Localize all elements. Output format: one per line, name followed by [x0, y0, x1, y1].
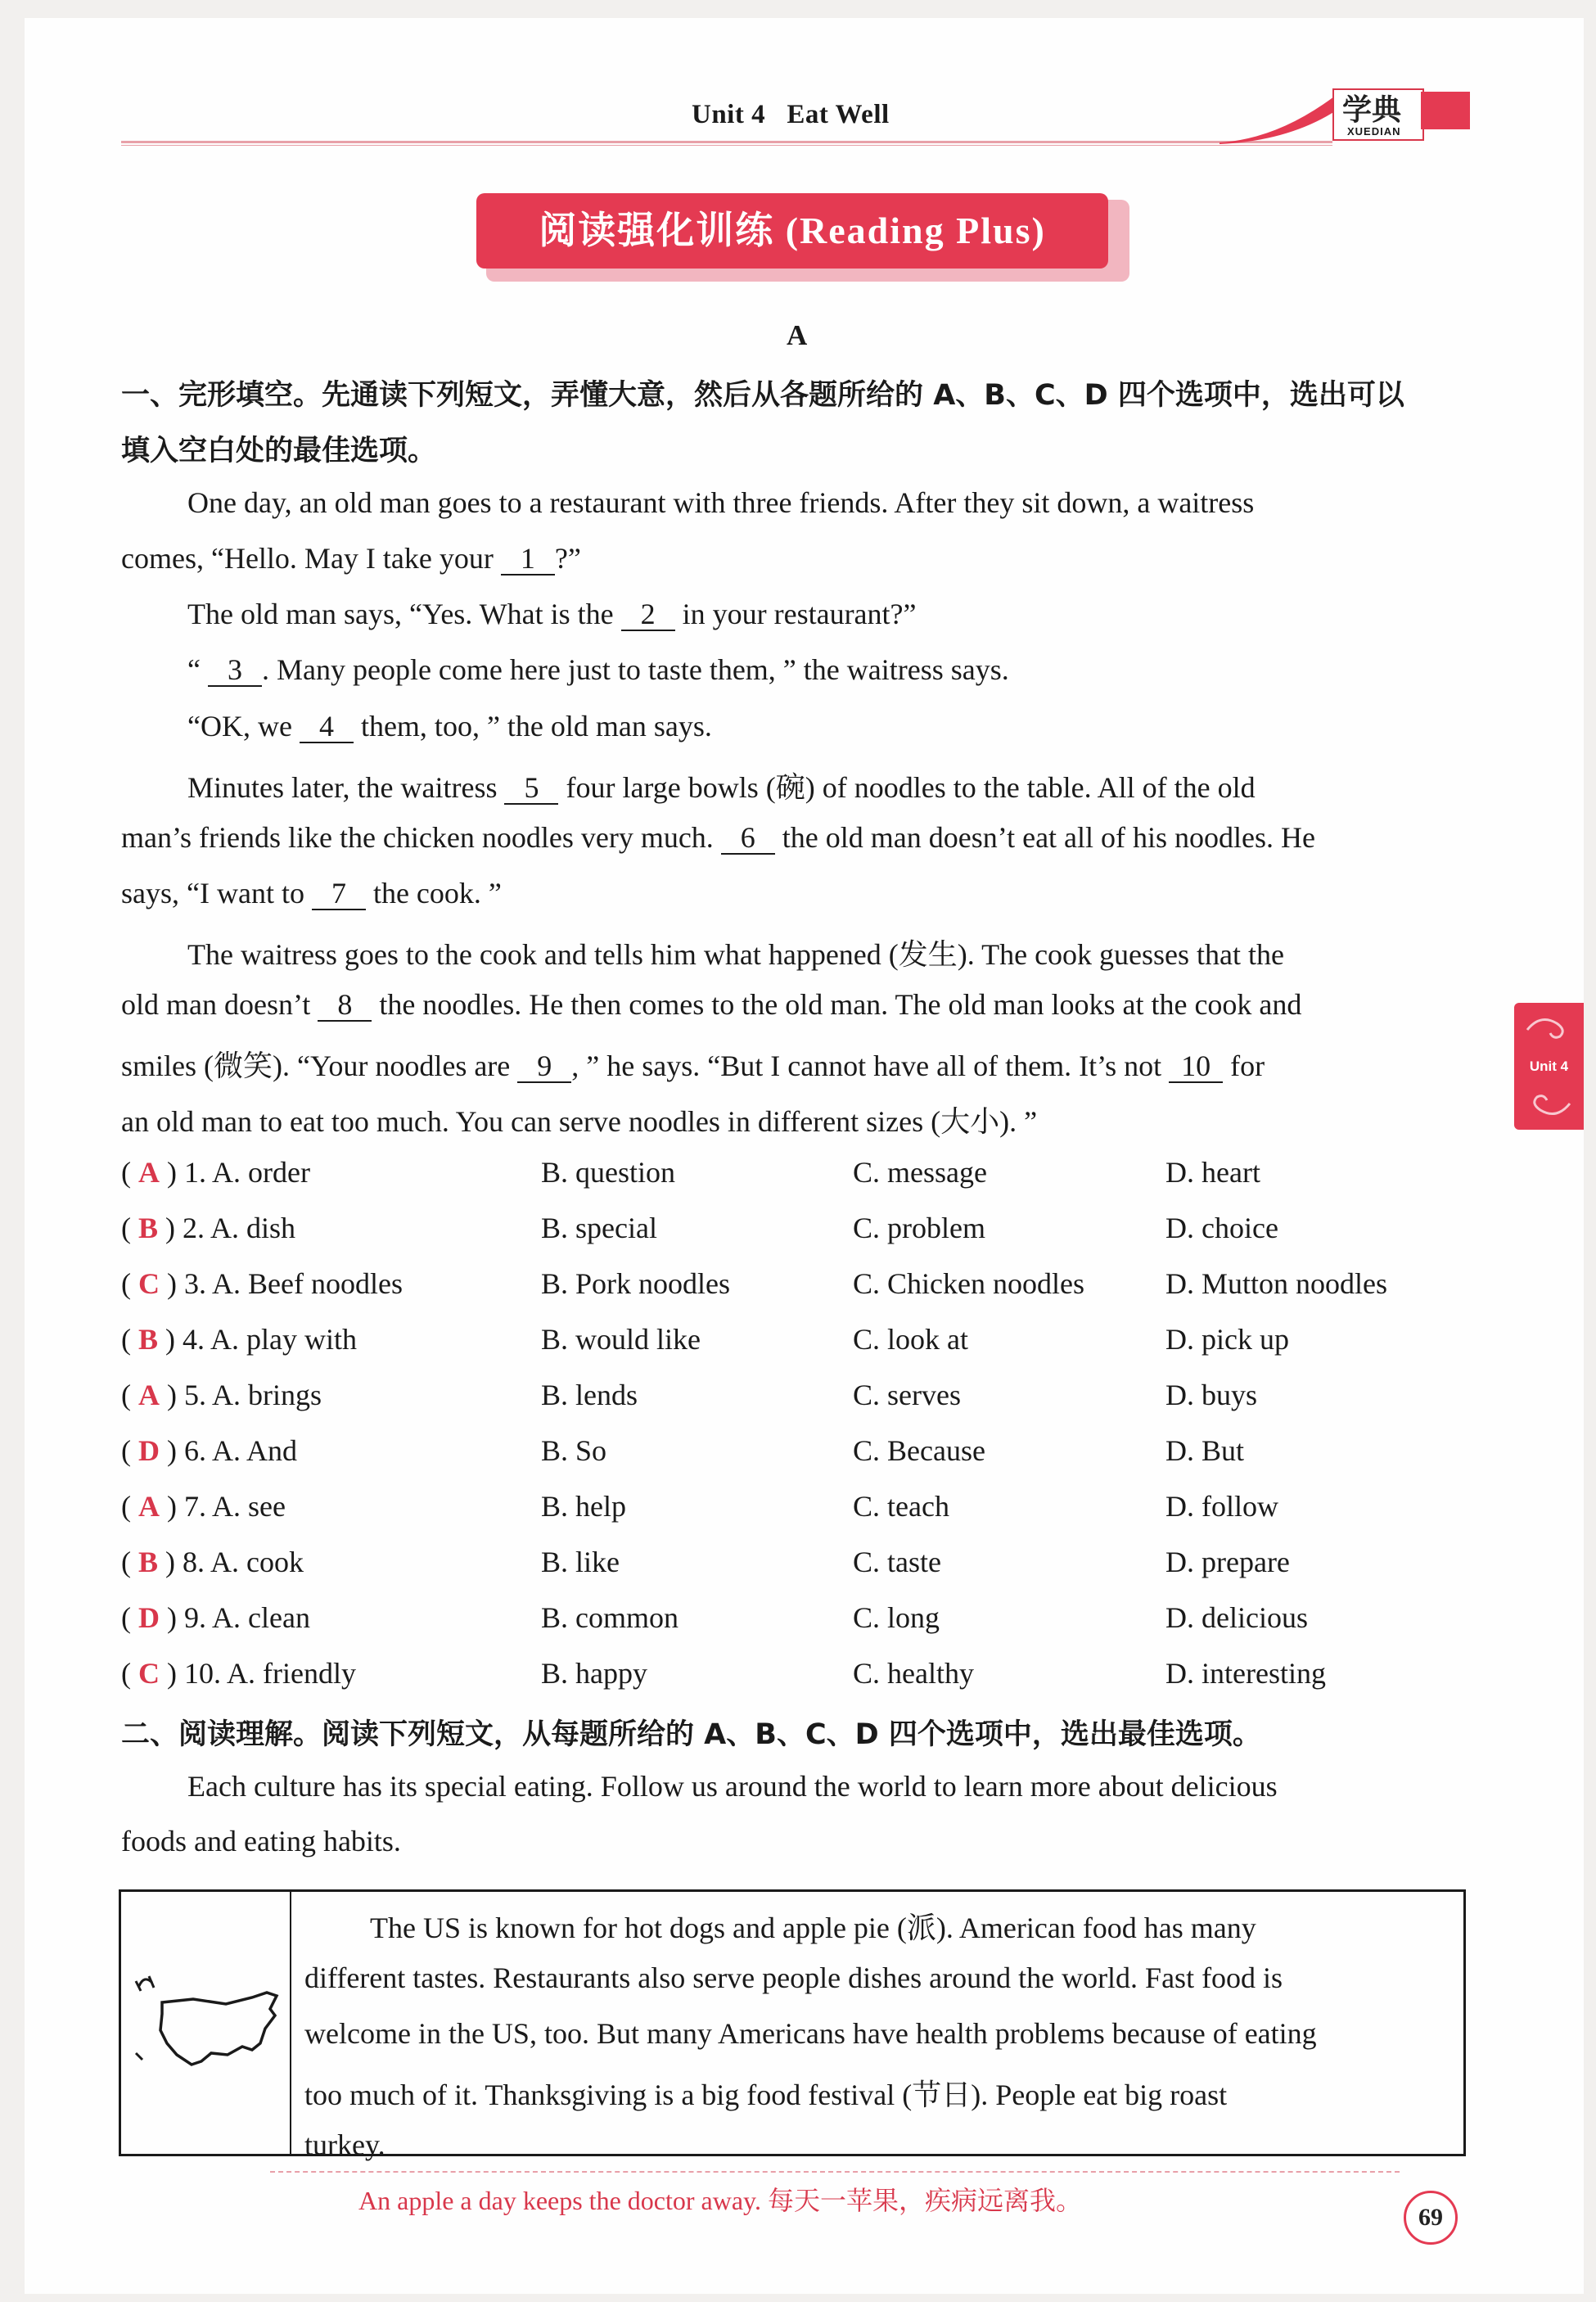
side-tab-label: Unit 4: [1529, 1058, 1569, 1074]
question-row: ( B ) 8. A. cook: [121, 1546, 304, 1578]
option-b[interactable]: B. help: [541, 1490, 626, 1523]
option-b[interactable]: B. happy: [541, 1657, 647, 1690]
answer-mark: B: [138, 1546, 159, 1578]
answer-mark: D: [138, 1434, 160, 1467]
banner-title: 阅读强化训练 (Reading Plus): [539, 210, 1046, 251]
option-b[interactable]: B. common: [541, 1601, 679, 1634]
section-letter: A: [787, 319, 808, 351]
option-b[interactable]: B. special: [541, 1212, 657, 1244]
passage-line: “OK, we 4 them, too, ” the old man says.: [187, 710, 712, 743]
question-row: ( A ) 7. A. see: [121, 1490, 286, 1523]
passage-line: Minutes later, the waitress 5 four large bowls (碗) of noodles to the table. All of the old: [187, 771, 1256, 804]
blank-7[interactable]: 7: [312, 878, 366, 910]
question-row: ( B ) 2. A. dish: [121, 1212, 296, 1244]
passage-line: The old man says, “Yes. What is the 2 in your restaurant?”: [187, 598, 917, 630]
option-b[interactable]: B. like: [541, 1546, 620, 1578]
option-c[interactable]: C. long: [853, 1601, 940, 1634]
option-b[interactable]: B. lends: [541, 1379, 638, 1411]
swirl-icon: [1524, 1012, 1573, 1041]
blank-6[interactable]: 6: [721, 823, 775, 855]
footer-rule: [270, 2171, 1400, 2173]
header-rule: [121, 141, 1332, 143]
part1-instruction-line1: 一、完形填空。先通读下列短文，弄懂大意，然后从各题所给的 A、B、C、D 四个选项中，选出可以: [121, 379, 1404, 412]
answer-mark: A: [138, 1156, 160, 1189]
option-d[interactable]: D. Mutton noodles: [1165, 1267, 1388, 1300]
blank-10[interactable]: 10: [1169, 1051, 1223, 1083]
blank-4[interactable]: 4: [300, 711, 354, 743]
option-c[interactable]: C. problem: [853, 1212, 985, 1244]
passage-line: “ 3 . Many people come here just to taste them, ” the waitress says.: [187, 653, 1009, 686]
option-c[interactable]: C. message: [853, 1156, 987, 1189]
option-c[interactable]: C. healthy: [853, 1657, 974, 1690]
blank-1[interactable]: 1: [501, 544, 555, 576]
part2-instruction: 二、阅读理解。阅读下列短文，从每题所给的 A、B、C、D 四个选项中，选出最佳选项。: [121, 1718, 1261, 1751]
reading-box-divider: [290, 1889, 291, 2156]
blank-3[interactable]: 3: [208, 655, 262, 687]
box-text-line: The US is known for hot dogs and apple pie (派). American food has many: [370, 1912, 1256, 1944]
question-row: ( D ) 9. A. clean: [121, 1601, 310, 1634]
swirl-icon: [1524, 1092, 1573, 1122]
option-d[interactable]: D. interesting: [1165, 1657, 1326, 1690]
passage-line: says, “I want to 7 the cook. ”: [121, 877, 502, 910]
logo-subtext: XUEDIAN: [1347, 125, 1401, 138]
option-c[interactable]: C. Because: [853, 1434, 985, 1467]
box-text-line: different tastes. Restaurants also serve people dishes around the world. Fast food is: [304, 1961, 1283, 1994]
logo-swoosh-icon: [1220, 90, 1342, 147]
footer-motto: An apple a day keeps the doctor away. 每天一苹果，疾病远离我。: [358, 2186, 1082, 2215]
option-d[interactable]: D. choice: [1165, 1212, 1278, 1244]
logo-flag-icon: [1421, 88, 1470, 141]
passage-line: old man doesn’t 8 the noodles. He then comes to the old man. The old man looks at the cook and: [121, 988, 1302, 1021]
option-d[interactable]: D. delicious: [1165, 1601, 1308, 1634]
option-c[interactable]: C. taste: [853, 1546, 941, 1578]
option-b[interactable]: B. would like: [541, 1323, 701, 1356]
answer-mark: C: [138, 1267, 160, 1300]
passage-line: The waitress goes to the cook and tells him what happened (发生). The cook guesses that the: [187, 938, 1284, 971]
logo-text: 学典: [1342, 93, 1402, 127]
passage-line: comes, “Hello. May I take your 1 ?”: [121, 542, 581, 575]
unit-title: Unit 4 Eat Well: [692, 100, 890, 129]
header-rule-thin: [121, 145, 1332, 146]
option-d[interactable]: D. buys: [1165, 1379, 1258, 1411]
part1-instruction-line2: 填入空白处的最佳选项。: [121, 435, 437, 467]
answer-mark: D: [138, 1601, 160, 1634]
question-row: ( C ) 10. A. friendly: [121, 1657, 356, 1690]
passage-line: man’s friends like the chicken noodles very much. 6 the old man doesn’t eat all of his noodles. He: [121, 821, 1315, 854]
option-d[interactable]: D. heart: [1165, 1156, 1260, 1189]
blank-2[interactable]: 2: [621, 599, 675, 631]
option-c[interactable]: C. Chicken noodles: [853, 1267, 1084, 1300]
option-d[interactable]: D. pick up: [1165, 1323, 1289, 1356]
passage-line: smiles (微笑). “Your noodles are 9 , ” he says. “But I cannot have all of them. It’s not 10 for: [121, 1049, 1265, 1082]
option-c[interactable]: C. teach: [853, 1490, 949, 1523]
answer-mark: C: [138, 1657, 160, 1690]
question-row: ( D ) 6. A. And: [121, 1434, 298, 1467]
answer-mark: B: [138, 1212, 159, 1244]
option-d[interactable]: D. prepare: [1165, 1546, 1290, 1578]
passage-line: an old man to eat too much. You can serve noodles in different sizes (大小). ”: [121, 1105, 1038, 1138]
question-row: ( A ) 1. A. order: [121, 1156, 310, 1189]
intro-line: foods and eating habits.: [121, 1825, 401, 1857]
blank-5[interactable]: 5: [504, 773, 558, 805]
box-text-line: too much of it. Thanksgiving is a big food festival (节日). People eat big roast: [304, 2079, 1228, 2111]
option-c[interactable]: C. look at: [853, 1323, 968, 1356]
answer-mark: A: [138, 1379, 160, 1411]
question-row: ( A ) 5. A. brings: [121, 1379, 322, 1411]
us-map-icon: [129, 1965, 285, 2079]
option-b[interactable]: B. Pork noodles: [541, 1267, 731, 1300]
question-row: ( C ) 3. A. Beef noodles: [121, 1267, 403, 1300]
answer-mark: B: [138, 1323, 159, 1356]
answer-mark: A: [138, 1490, 160, 1523]
option-d[interactable]: D. follow: [1165, 1490, 1278, 1523]
option-c[interactable]: C. serves: [853, 1379, 961, 1411]
box-text-line: turkey.: [304, 2128, 385, 2161]
page-number: 69: [1418, 2204, 1443, 2231]
box-text-line: welcome in the US, too. But many Americans have health problems because of eating: [304, 2017, 1317, 2050]
blank-9[interactable]: 9: [517, 1051, 571, 1083]
passage-line: One day, an old man goes to a restaurant with three friends. After they sit down, a waitress: [187, 486, 1255, 519]
question-row: ( B ) 4. A. play with: [121, 1323, 357, 1356]
intro-line: Each culture has its special eating. Follow us around the world to learn more about delicious: [187, 1770, 1278, 1803]
option-d[interactable]: D. But: [1165, 1434, 1245, 1467]
option-b[interactable]: B. question: [541, 1156, 676, 1189]
option-b[interactable]: B. So: [541, 1434, 607, 1467]
blank-8[interactable]: 8: [318, 990, 372, 1022]
